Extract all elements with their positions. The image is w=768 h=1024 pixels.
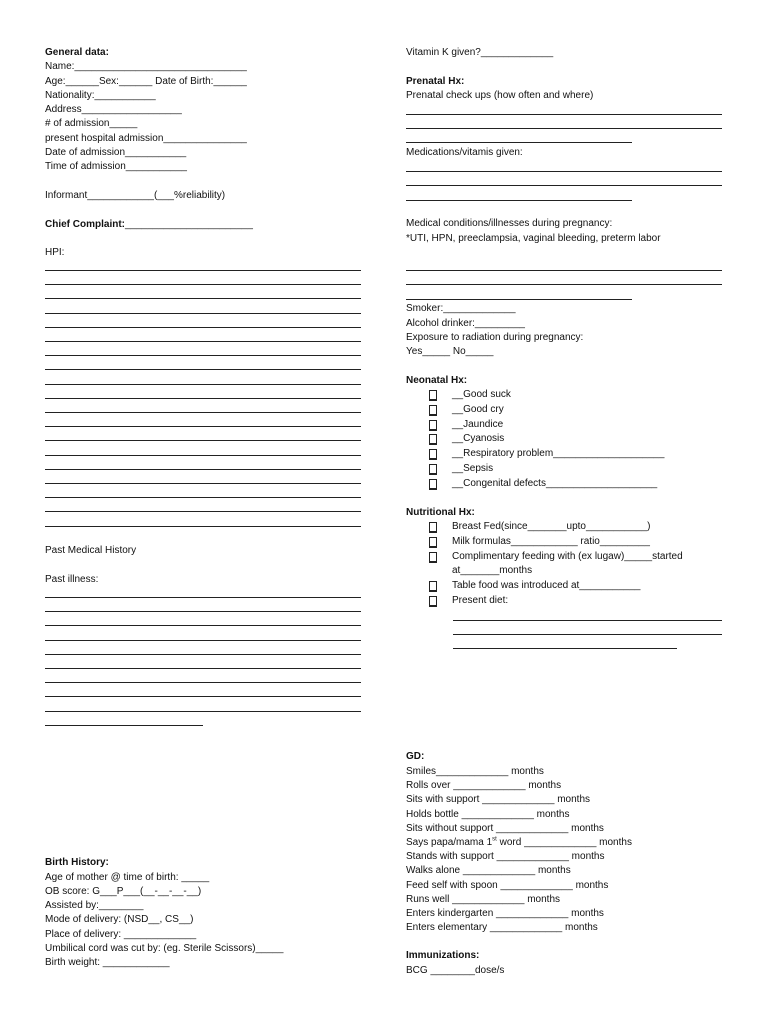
checkbox-underline (430, 590, 436, 591)
hpi-line[interactable] (45, 284, 361, 285)
hpi-line[interactable] (45, 483, 361, 484)
medication-line[interactable] (406, 200, 632, 201)
gd-item[interactable]: Enters elementary _____________ months (406, 922, 598, 934)
checkbox[interactable] (429, 552, 437, 563)
nationality-field[interactable]: Nationality:___________ (45, 90, 156, 101)
neonatal-heading: Neonatal Hx: (406, 375, 468, 386)
past-illness-label: Past illness: (45, 574, 99, 585)
gd-item[interactable]: Rolls over _____________ months (406, 780, 562, 792)
date-admission-field[interactable]: Date of admission___________ (45, 147, 187, 158)
neonatal-item: __Cyanosis (452, 433, 505, 445)
checkbox-underline (430, 458, 436, 459)
hpi-line[interactable] (45, 511, 361, 512)
conditions-examples: *UTI, HPN, preeclampsia, vaginal bleeding, preterm labor (406, 233, 661, 244)
prenatal-checkups-label: Prenatal check ups (how often and where) (406, 90, 594, 101)
checkbox[interactable] (429, 596, 437, 607)
nutritional-item[interactable]: Complimentary feeding with (ex lugaw)_____started (452, 551, 683, 562)
gd-item[interactable]: Walks alone _____________ months (406, 865, 571, 877)
hpi-line[interactable] (45, 412, 361, 413)
ordinal-suffix: st (492, 836, 497, 843)
birth-history-heading: Birth History: (45, 857, 109, 868)
checkbox-underline (430, 531, 436, 532)
checkbox-underline (430, 429, 436, 430)
medication-line[interactable] (406, 185, 722, 186)
gd-heading: GD: (406, 751, 425, 762)
chief-complaint-label: Chief Complaint: (45, 219, 125, 230)
present-admission-field[interactable]: present hospital admission_______________ (45, 133, 247, 144)
neonatal-item: __Good cry (452, 403, 504, 415)
nutritional-item[interactable]: Breast Fed(since_______upto___________) (452, 521, 651, 532)
checkbox[interactable] (429, 581, 437, 592)
checkbox[interactable] (429, 434, 437, 445)
hpi-line[interactable] (45, 455, 361, 456)
checkup-line[interactable] (406, 128, 722, 129)
checkbox-underline (430, 443, 436, 444)
gd-item[interactable]: Enters kindergarten _____________ months (406, 908, 604, 919)
checkbox[interactable] (429, 537, 437, 548)
gd-item[interactable]: Says papa/mama 1st word _____________ months (406, 836, 632, 848)
conditions-label: Medical conditions/illnesses during pregnancy: (406, 218, 613, 229)
gd-item[interactable]: Feed self with spoon _____________ months (406, 879, 609, 891)
hpi-line[interactable] (45, 426, 361, 427)
bcg-field[interactable]: BCG ________dose/s (406, 965, 505, 976)
checkbox-underline (430, 473, 436, 474)
umbilical-field[interactable]: Umbilical cord was cut by: (eg. Sterile Scissors)_____ (45, 943, 284, 954)
hpi-line[interactable] (45, 270, 361, 271)
checkbox-underline (430, 414, 436, 415)
alcohol-field[interactable]: Alcohol drinker:_________ (406, 318, 525, 329)
hpi-line[interactable] (45, 440, 361, 441)
checkbox[interactable] (429, 479, 437, 490)
gd-item[interactable]: Sits with support _____________ months (406, 794, 591, 806)
present-diet-line[interactable] (453, 620, 722, 621)
hpi-line[interactable] (45, 369, 361, 370)
gd-item[interactable]: Smiles_____________ months (406, 766, 544, 777)
assisted-by-field[interactable]: Assisted by:________ (45, 900, 144, 911)
age-sex-dob-field[interactable]: Age:______Sex:______ Date of Birth:______ (45, 76, 247, 87)
checkbox[interactable] (429, 449, 437, 460)
medication-line[interactable] (406, 171, 722, 172)
hpi-line[interactable] (45, 526, 361, 527)
checkbox-underline (430, 488, 436, 489)
checkbox-underline (430, 561, 436, 562)
mode-delivery-field[interactable]: Mode of delivery: (NSD__, CS__) (45, 914, 194, 925)
gd-item[interactable]: Runs well _____________ months (406, 893, 560, 905)
num-admission-field[interactable]: # of admission_____ (45, 118, 138, 129)
nutritional-item[interactable]: Table food was introduced at___________ (452, 580, 641, 591)
past-illness-line[interactable] (45, 625, 361, 626)
neonatal-item: __Respiratory problem____________________ (452, 448, 665, 460)
checkbox[interactable] (429, 390, 437, 401)
hpi-line[interactable] (45, 469, 361, 470)
past-illness-line[interactable] (45, 682, 361, 683)
nutritional-item[interactable]: at_______months (452, 565, 533, 576)
past-illness-line[interactable] (45, 654, 361, 655)
hpi-line[interactable] (45, 327, 361, 328)
nutritional-heading: Nutritional Hx: (406, 507, 475, 518)
age-mother-field[interactable]: Age of mother @ time of birth: _____ (45, 872, 210, 883)
hpi-line[interactable] (45, 398, 361, 399)
place-delivery-field[interactable]: Place of delivery: _____________ (45, 929, 197, 940)
neonatal-item: __Sepsis (452, 463, 494, 474)
gd-item[interactable]: Holds bottle _____________ months (406, 808, 570, 820)
prenatal-heading: Prenatal Hx: (406, 76, 465, 87)
checkup-line[interactable] (406, 114, 722, 115)
gd-item[interactable]: Stands with support _____________ months (406, 851, 605, 863)
birth-weight-field[interactable]: Birth weight: ____________ (45, 957, 170, 968)
general-data-heading: General data: (45, 47, 109, 58)
past-illness-line[interactable] (45, 711, 361, 712)
time-admission-field[interactable]: Time of admission___________ (45, 161, 187, 172)
past-medical-heading: Past Medical History (45, 545, 137, 556)
checkbox-underline (430, 399, 436, 400)
nutritional-item[interactable]: Present diet: (452, 595, 509, 606)
radiation-label: Exposure to radiation during pregnancy: (406, 332, 584, 343)
checkbox[interactable] (429, 405, 437, 416)
informant-field[interactable]: Informant____________(___%reliability) (45, 190, 226, 201)
hpi-line[interactable] (45, 497, 361, 498)
yes-no-field[interactable]: Yes_____ No_____ (406, 346, 494, 357)
condition-line[interactable] (406, 270, 722, 271)
medications-label: Medications/vitamis given: (406, 147, 523, 158)
name-field[interactable]: Name:_______________________________ (45, 61, 247, 72)
address-field[interactable]: Address__________________ (45, 104, 182, 115)
gd-item[interactable]: Sits without support _____________ months (406, 822, 604, 834)
chief-complaint-blank: _______________________ (125, 219, 253, 230)
neonatal-item: __Congenital defects____________________ (452, 477, 658, 489)
neonatal-item: __Good suck (452, 389, 511, 400)
checkup-line[interactable] (406, 142, 632, 143)
chief-complaint-field[interactable] (45, 219, 253, 231)
checkbox[interactable] (429, 464, 437, 475)
nutritional-item[interactable]: Milk formulas____________ ratio_________ (452, 536, 650, 547)
smoker-field[interactable]: Smoker:_____________ (406, 303, 516, 314)
present-diet-line[interactable] (453, 648, 677, 649)
checkbox-underline (430, 546, 436, 547)
hpi-line[interactable] (45, 298, 361, 299)
hpi-label: HPI: (45, 247, 65, 258)
condition-line[interactable] (406, 284, 722, 285)
hpi-line[interactable] (45, 384, 361, 385)
hpi-line[interactable] (45, 313, 361, 314)
past-illness-line[interactable] (45, 725, 203, 726)
past-illness-line[interactable] (45, 597, 361, 598)
present-diet-line[interactable] (453, 634, 722, 635)
past-illness-line[interactable] (45, 668, 361, 669)
past-illness-line[interactable] (45, 611, 361, 612)
hpi-line[interactable] (45, 341, 361, 342)
checkbox-underline (430, 605, 436, 606)
past-illness-line[interactable] (45, 640, 361, 641)
checkbox[interactable] (429, 420, 437, 431)
condition-line[interactable] (406, 299, 632, 300)
vitamin-k-field[interactable]: Vitamin K given?_____________ (406, 47, 554, 58)
neonatal-item: __Jaundice (452, 418, 504, 430)
past-illness-line[interactable] (45, 696, 361, 697)
hpi-line[interactable] (45, 355, 361, 356)
checkbox[interactable] (429, 522, 437, 533)
ob-score-field[interactable]: OB score: G___P___(__-__-__-__) (45, 886, 202, 897)
immunizations-heading: Immunizations: (406, 950, 480, 961)
